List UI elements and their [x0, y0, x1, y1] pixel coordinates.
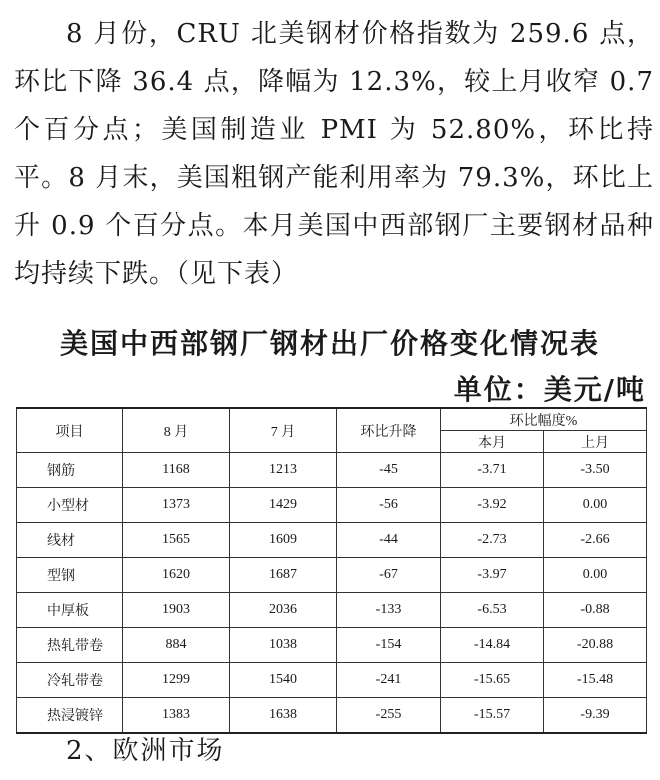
table-row — [17, 558, 647, 593]
cell-aug: 1299 — [123, 663, 230, 698]
table-row — [17, 663, 647, 698]
cell-last-month: -20.88 — [544, 628, 647, 663]
cell-aug: 1565 — [123, 523, 230, 558]
cell-this-month: -3.71 — [441, 453, 544, 488]
cell-aug: 1383 — [123, 698, 230, 734]
cell-last-month: 0.00 — [544, 558, 647, 593]
cell-aug: 1620 — [123, 558, 230, 593]
cell-last-month: 0.00 — [544, 488, 647, 523]
cell-last-month: -9.39 — [544, 698, 647, 734]
cell-item: 钢筋 — [17, 453, 123, 488]
price-table — [16, 407, 647, 734]
cell-last-month: -15.48 — [544, 663, 647, 698]
cell-aug: 1373 — [123, 488, 230, 523]
table-row — [17, 628, 647, 663]
cell-this-month: -6.53 — [441, 593, 544, 628]
cell-last-month: -2.66 — [544, 523, 647, 558]
table-row — [17, 698, 647, 734]
cell-change: -67 — [337, 558, 441, 593]
cell-change: -133 — [337, 593, 441, 628]
header-jul: 7 月 — [230, 408, 337, 453]
header-aug: 8 月 — [123, 408, 230, 453]
cell-item: 热浸镀锌 — [17, 698, 123, 734]
cell-item: 热轧带卷 — [17, 628, 123, 663]
cell-jul: 2036 — [230, 593, 337, 628]
cell-last-month: -0.88 — [544, 593, 647, 628]
cell-aug: 1903 — [123, 593, 230, 628]
header-this-month: 本月 — [441, 431, 544, 453]
cell-item: 小型材 — [17, 488, 123, 523]
table-row — [17, 523, 647, 558]
cell-jul: 1540 — [230, 663, 337, 698]
cell-this-month: -15.65 — [441, 663, 544, 698]
cell-jul: 1687 — [230, 558, 337, 593]
cell-this-month: -3.92 — [441, 488, 544, 523]
cell-change: -154 — [337, 628, 441, 663]
cell-last-month: -3.50 — [544, 453, 647, 488]
cell-change: -255 — [337, 698, 441, 734]
cell-item: 中厚板 — [17, 593, 123, 628]
table-row — [17, 488, 647, 523]
table-row — [17, 453, 647, 488]
cell-item: 冷轧带卷 — [17, 663, 123, 698]
cell-item: 线材 — [17, 523, 123, 558]
cell-aug: 884 — [123, 628, 230, 663]
header-item: 项目 — [17, 408, 123, 453]
cell-jul: 1038 — [230, 628, 337, 663]
cell-change: -56 — [337, 488, 441, 523]
cell-jul: 1638 — [230, 698, 337, 734]
header-last-month: 上月 — [544, 431, 647, 453]
cell-this-month: -15.57 — [441, 698, 544, 734]
cell-jul: 1213 — [230, 453, 337, 488]
table-title: 美国中西部钢厂钢材出厂价格变化情况表 — [59, 327, 600, 360]
cell-jul: 1609 — [230, 523, 337, 558]
cell-change: -44 — [337, 523, 441, 558]
section-heading: 2、欧洲市场 — [66, 736, 225, 766]
table-row — [17, 593, 647, 628]
cell-this-month: -14.84 — [441, 628, 544, 663]
header-change: 环比升降 — [337, 408, 441, 453]
body-paragraph: 8 月份，CRU 北美钢材价格指数为 259.6 点，环比下降 36.4 点，降幅为 12.3%，较上月收窄 0.7 个百分点；美国制造业 PMI 为 52.80%，环比持平。8 月末，美国粗钢产能利用率为 79.3%，环比上升 0.9 个百分点。本月美国中西部钢厂主要钢材品种均持续下跌。（见下表） — [14, 19, 654, 289]
cell-aug: 1168 — [123, 453, 230, 488]
cell-change: -241 — [337, 663, 441, 698]
cell-this-month: -2.73 — [441, 523, 544, 558]
header-ratio: 环比幅度% — [441, 408, 647, 431]
table-body — [17, 453, 647, 734]
cell-change: -45 — [337, 453, 441, 488]
cell-jul: 1429 — [230, 488, 337, 523]
cell-this-month: -3.97 — [441, 558, 544, 593]
table-unit: 单位：美元/吨 — [453, 373, 646, 406]
cell-item: 型钢 — [17, 558, 123, 593]
